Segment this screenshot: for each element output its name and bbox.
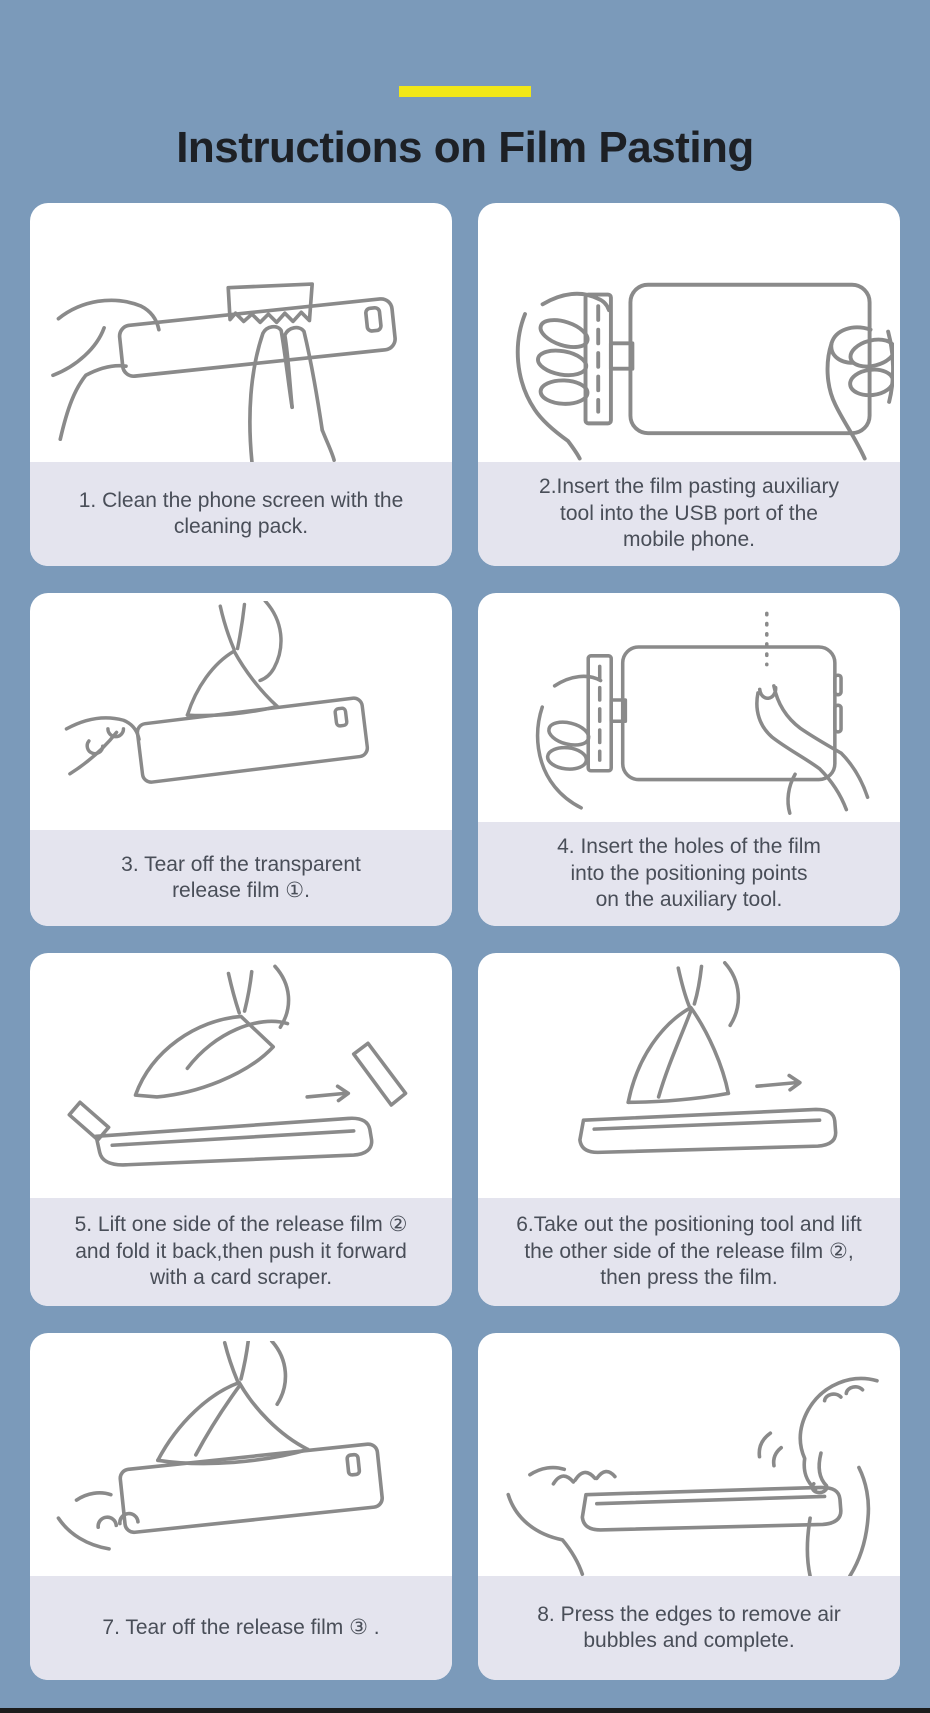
caption-line: 6.Take out the positioning tool and lift (516, 1213, 862, 1237)
caption-line: with a card scraper. (149, 1266, 333, 1290)
step-7-card (30, 1333, 452, 1680)
caption-line: and fold it back,then push it forward (75, 1239, 407, 1263)
take-out-tool-illustration (484, 961, 894, 1198)
step-8-card (478, 1333, 900, 1680)
insert-auxiliary-tool-illustration (484, 211, 894, 462)
insert-film-holes-illustration (484, 601, 894, 822)
caption-line: 5. Lift one side of the release film ② (74, 1213, 408, 1237)
caption-line: release film ①. (172, 879, 310, 902)
step-1-card (30, 203, 452, 566)
step-7-caption (30, 1576, 452, 1680)
step-5-figure (30, 953, 452, 1198)
step-3-caption (30, 830, 452, 926)
caption-line: 3. Tear off the transparent (121, 852, 361, 876)
step-3-card (30, 593, 452, 926)
caption-line: tool into the USB port of the (560, 501, 818, 525)
caption-line: 1. Clean the phone screen with the (78, 488, 404, 512)
step-2-card (478, 203, 900, 566)
step-6-figure (478, 953, 900, 1198)
step-7-figure (30, 1333, 452, 1576)
caption-line: the other side of the release film ②, (524, 1239, 854, 1263)
step-2-figure (478, 203, 900, 462)
caption-line: bubbles and complete. (583, 1629, 795, 1652)
step-1-figure (30, 203, 452, 462)
step-3-figure (30, 593, 452, 830)
steps-grid (30, 203, 900, 1680)
header (0, 0, 930, 173)
clean-screen-illustration (36, 211, 446, 462)
tear-transparent-film-illustration (36, 601, 446, 830)
step-2-caption (478, 462, 900, 566)
step-4-figure (478, 593, 900, 822)
step-5-card (30, 953, 452, 1306)
caption-line: 7. Tear off the release film ③ . (102, 1615, 380, 1639)
yellow-accent-bar (399, 86, 531, 97)
page-title: Instructions on Film Pasting (176, 123, 754, 172)
caption-line: then press the film. (600, 1266, 778, 1290)
step-4-card (478, 593, 900, 926)
caption-line: 8. Press the edges to remove air (537, 1602, 841, 1626)
step-8-caption (478, 1576, 900, 1680)
caption-line: into the positioning points (570, 861, 808, 885)
caption-line: mobile phone. (623, 528, 755, 552)
next-section-edge-bar (0, 1708, 930, 1713)
press-edges-illustration (484, 1341, 894, 1576)
step-6-card (478, 953, 900, 1306)
step-8-figure (478, 1333, 900, 1576)
caption-line: on the auxiliary tool. (595, 888, 783, 912)
caption-line: 2.Insert the film pasting auxiliary (539, 475, 839, 499)
step-5-caption (30, 1198, 452, 1306)
caption-line: 4. Insert the holes of the film (557, 835, 821, 859)
step-6-caption (478, 1198, 900, 1306)
caption-line: cleaning pack. (173, 515, 309, 538)
tear-release-film-illustration (36, 1341, 446, 1576)
lift-fold-scraper-illustration (36, 961, 446, 1198)
step-1-caption (30, 462, 452, 566)
step-4-caption (478, 822, 900, 926)
